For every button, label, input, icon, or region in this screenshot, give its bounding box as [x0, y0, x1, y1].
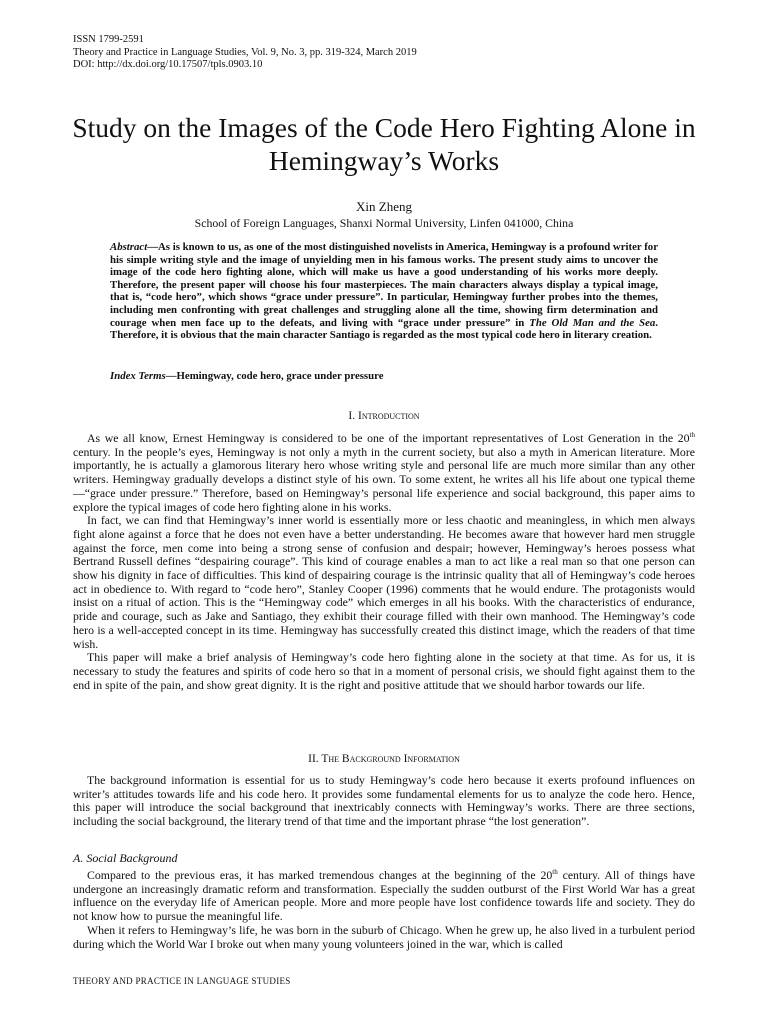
paragraph: In fact, we can find that Hemingway’s inner world is essentially more or less chaotic and meaningless, in which men always fight alone against a force that he does not even have a better understanding. He becomes aware that however hard men struggle against the force, men come into being a strong sense of confusion and despair; however, Hemingway’s heroes possess what Bertrand Russell defines “despairing courage”. This kind of courage enables a man to act like a real man so that one person can show his dignity in face of difficulties. This kind of despairing courage is the intrinsic quality that all of Hemingway’s code heroes act in obedience to. With regard to “code hero”, Stanley Cooper (1996) comments that he would endure. The protagonists would insist on a ritual of action. This is the “Hemingway code” which emerges in all his books. With the characteristics of endurance, pride and courage, such as Jake and Santiago, they exhibit their courage filled with their own manhood. The Hemingway’s code hero is a well-accepted concept in its time. Hemingway has successfully created this distinct image, which the readers of that time wish. — [73, 513, 695, 651]
section-heading-introduction: I. Introduction — [348, 410, 420, 422]
paragraph: When it refers to Hemingway’s life, he was born in the suburb of Chicago. When he grew up, he also lived in a turbulent period during which the World War I broke out when many young volunteers joined in the war, which is called — [73, 922, 695, 951]
superscript: th — [689, 431, 695, 440]
paragraph — [73, 869, 695, 924]
section-background-body — [73, 774, 695, 829]
paragraph: The background information is essential for us to study Hemingway’s code hero because it exerts profound influences on writer’s attitudes towards life and his code hero. It provides some fundamental elements for us to analyze the code hero. Hence, this paper will introduce the social background that inextricably connects with Hemingway’s works. There are three sections, including the social background, the literary trend of that time and the important phrase “the lost generation”. — [73, 773, 695, 829]
author-name: Xin Zheng — [356, 199, 412, 214]
abstract — [110, 241, 658, 342]
index-terms-text: —Hemingway, code hero, grace under pressure — [165, 370, 384, 382]
paragraph — [73, 432, 695, 514]
author-affiliation: School of Foreign Languages, Shanxi Normal University, Linfen 041000, China — [194, 216, 574, 230]
subsection-heading-social-background: A. Social Background — [73, 851, 178, 865]
subsection-social-background-body — [73, 869, 695, 951]
paragraph-text: As we all know, Ernest Hemingway is considered to be one of the important representatives of Lost Generation in the 20 — [87, 431, 690, 445]
journal-line: Theory and Practice in Language Studies, Vol. 9, No. 3, pp. 319-324, March 2019 — [73, 46, 417, 58]
paragraph-text: Compared to the previous eras, it has marked tremendous changes at the beginning of the 20 — [87, 868, 553, 882]
index-terms-label: Index Terms — [110, 370, 166, 382]
abstract-text-2: . Therefore, it is obvious that the main character Santiago is regarded as the most typical code hero in literary creation. — [110, 316, 658, 342]
issn: ISSN 1799-2591 — [73, 34, 144, 45]
paragraph-text: century. All of things have undergone an increasingly dramatic reform and transformation. Especially the sudden outburst of the First World War has a great influence on the everyday life of American people. More and more people have lost confidence towards life and society. They do not know how to pursue the meaningful life. — [73, 868, 695, 924]
running-footer: THEORY AND PRACTICE IN LANGUAGE STUDIES — [73, 976, 291, 986]
section-heading-background: II. The Background Information — [308, 753, 460, 765]
superscript: th — [552, 868, 558, 877]
abstract-text-1: —As is known to us, as one of the most distinguished novelists in America, Hemingway is a profound writer for his simple writing style and the image of unyielding men in his famous works. The present study aims to uncover the image of the code hero fighting alone, which will make us have a good understanding of his works more deeply. Therefore, the present paper will choose his four masterpieces. The main characters always display a typical image, that is, “code hero”, which shows “grace under pressure”. In particular, Hemingway further probes into the themes, including men confronting with great challenges and struggling alone all the time, showing firm determination and courage when men face up to the defeats, and living with “grace under pressure” in — [110, 241, 658, 329]
doi-link[interactable]: DOI: http://dx.doi.org/10.17507/tpls.0903.10 — [73, 59, 263, 70]
abstract-italic-title: The Old Man and the Sea — [529, 316, 656, 329]
journal-header — [73, 34, 417, 72]
paper-title: Study on the Images of the Code Hero Fighting Alone in Hemingway’s Works — [72, 112, 696, 176]
paragraph-text: century. In the people’s eyes, Hemingway is not only a myth in the current society, but also a myth in American literature. More importantly, he is actually a glamorous literary hero whose writing style and personal life are much more similar than any other writers. Hemingway gradually develops a distinct style of his own. To some extent, he writes all his life about one typical theme—“grace under pressure.” Therefore, based on Hemingway’s personal life experience and social background, this paper aims to explore the typical images of code hero fighting alone in his works. — [73, 444, 695, 514]
section-introduction-body — [73, 432, 695, 692]
index-terms — [110, 370, 658, 383]
abstract-label: Abstract — [110, 241, 148, 253]
paragraph: This paper will make a brief analysis of Hemingway’s code hero fighting alone in the society at that time. As for us, it is necessary to study the features and spirits of code hero so that in a moment of personal crisis, we should fight against them to the end in spite of the pain, and show great dignity. It is the right and positive attitude that we should harbor towards our life. — [73, 650, 695, 692]
